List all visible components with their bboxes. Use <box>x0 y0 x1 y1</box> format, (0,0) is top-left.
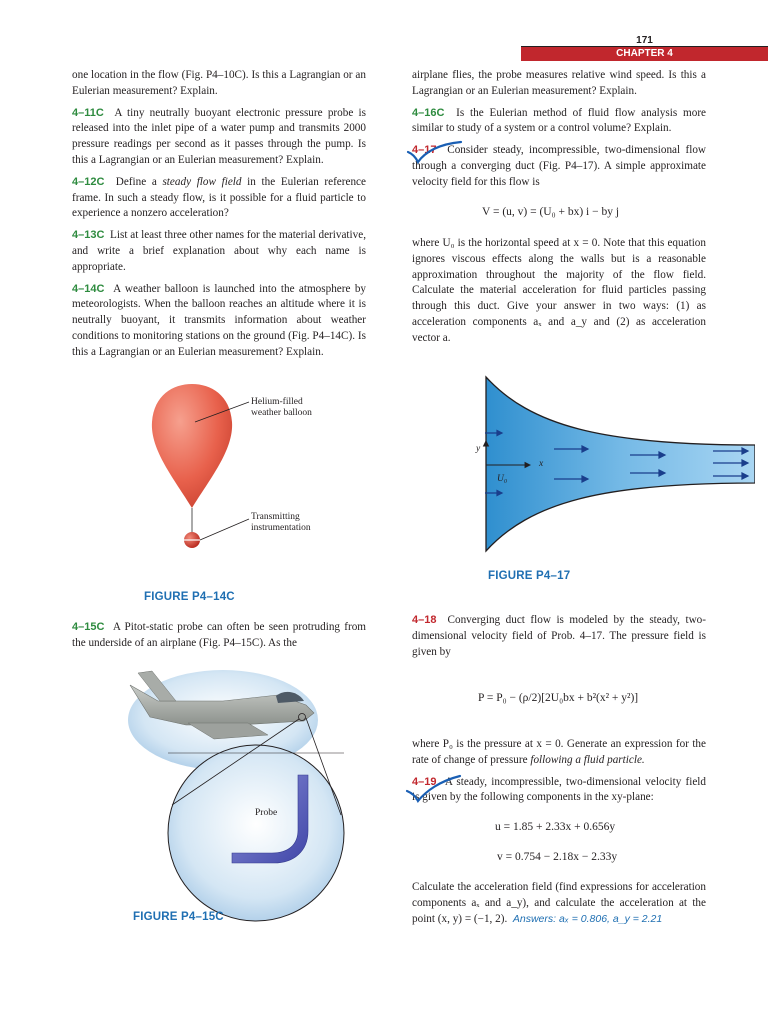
problem-text: in the Eulerian reference frame. In such a steady flow, is it possible for a fluid particle to experience a nonzero acceleration? <box>72 175 366 220</box>
paragraph-4-15c-continued: airplane flies, the probe measures relative wind speed. Is this a Lagrangian or an Eulerian measurement? Explain. <box>412 69 706 97</box>
problem-number: 4–18 <box>412 614 437 626</box>
figure-caption-p4-15c: FIGURE P4–15C <box>133 911 224 923</box>
problem-4-18-body: where P₀ is the pressure at x = 0. Generate an expression for the rate of change of pressure following a fluid particle. <box>412 738 706 766</box>
label-transmitting-instrumentation: Transmitting instrumentation <box>251 512 311 533</box>
left-column <box>72 68 366 367</box>
figure-caption-p4-17: FIGURE P4–17 <box>488 570 571 582</box>
equation-u-component: u = 1.85 + 2.33x + 0.656y <box>495 821 616 833</box>
problem-4-19-body: Calculate the acceleration field (find expressions for acceleration components aₓ and a_y), and calculate the acceleration at the point (x, y) = (−1, 2). Answers: aₓ = 0.806, a_y = 2.21 <box>412 881 706 925</box>
problem-number: 4–15C <box>72 621 105 633</box>
emphasis: steady flow field <box>162 175 242 188</box>
problem-4-13c <box>72 228 366 275</box>
problem-4-11c <box>72 106 366 169</box>
equation-v-component: v = 0.754 − 2.18x − 2.33y <box>497 851 618 863</box>
magnified-circle <box>168 745 344 921</box>
equation-velocity-field: V = (u, v) = (U₀ + bx) i − by j <box>482 206 620 218</box>
problem-4-18 <box>412 613 706 660</box>
problem-4-14c <box>72 282 366 361</box>
problem-number: 4–16C <box>412 106 445 119</box>
problem-text: Is the Eulerian method of fluid flow analysis more similar to study of a system or a control volume? Explain. <box>412 106 707 135</box>
paragraph-4-10c-continued: one location in the flow (Fig. P4–10C). Is this a Lagrangian or an Eulerian measurement? Explain. <box>72 69 366 97</box>
problem-text: Consider steady, incompressible, two-dimensional flow through a converging duct (Fig. P4–17). A simple approximate velocity field for this flow is <box>412 144 706 188</box>
figure-caption-p4-14c: FIGURE P4–14C <box>144 591 235 603</box>
answer-text: Answers: aₓ = 0.806, a_y = 2.21 <box>512 912 663 925</box>
right-column-4-18 <box>412 613 706 666</box>
checkmark-icon <box>404 773 464 805</box>
weather-balloon-figure <box>145 380 265 560</box>
problem-text: Define a <box>115 175 157 188</box>
balloon-shape <box>152 384 232 508</box>
problem-number: 4–17 <box>412 144 437 157</box>
problem-4-12c <box>72 175 366 222</box>
problem-number: 4–12C <box>72 175 105 188</box>
checkmark-icon <box>405 140 465 166</box>
emphasis: following a fluid particle. <box>530 753 645 766</box>
problem-number: 4–13C <box>72 229 105 242</box>
problem-4-17-body: where U₀ is the horizontal speed at x = 0. Note that this equation ignores viscous effects along the walls but is a reasonable approximation throughout the majority of the flow field. Calculate the material acceleration for fluid particles passing through this duct. Give your answer in two ways: (1) as acceleration components aₓ and a_y and (2) as acceleration vector a. <box>412 237 706 344</box>
problem-text: A steady, incompressible, two-dimensional velocity field is given by the following components in the xy-plane: <box>412 775 706 804</box>
airplane-probe-figure <box>128 665 388 925</box>
problem-4-15c <box>72 620 366 652</box>
axis-label-y: y <box>476 444 481 454</box>
label-probe: Probe <box>255 808 278 818</box>
problem-number: 4–19 <box>412 775 437 788</box>
equation-pressure-field: P = P₀ − (ρ/2)[2U₀bx + b²(x² + y²)] <box>478 692 639 704</box>
leader-instrument <box>200 519 249 540</box>
problem-text: List at least three other names for the material derivative, and write a brief explanation about why each name is appropriate. <box>72 229 367 273</box>
problem-number: 4–11C <box>72 106 104 119</box>
problem-4-16c <box>412 106 706 138</box>
label-helium-balloon: Helium-filled weather balloon <box>251 397 312 418</box>
right-column <box>412 68 706 197</box>
label-u0: U₀ <box>497 474 508 484</box>
problem-text: Converging duct flow is modeled by the steady, two-dimensional velocity field of Prob. 4–17. The pressure field is given by <box>412 614 707 658</box>
problem-text: A Pitot-static probe can often be seen protruding from the underside of an airplane (Fig. P4–15C). As the <box>72 621 366 649</box>
axis-label-x: x <box>539 459 544 469</box>
problem-text: A weather balloon is launched into the atmosphere by meteorologists. When the balloon reaches an altitude where it is neutrally buoyant, it transmits information about weather conditions to monitoring stations on the ground (Fig. P4–14C). Is this a Lagrangian or an Eulerian measurement? Explain. <box>72 282 367 358</box>
right-column-4-19-body <box>412 880 706 933</box>
page-number: 171 <box>636 35 653 46</box>
chapter-banner: CHAPTER 4 <box>521 47 768 61</box>
right-column-4-17-body <box>412 236 706 353</box>
left-column-lower <box>72 620 366 658</box>
problem-number: 4–14C <box>72 282 105 295</box>
problem-text: A tiny neutrally buoyant electronic pressure probe is released into the inlet pipe of a water pump and transmits 2000 pressure readings per second as it passes through the pump. Is this a Lagrangian or an Eulerian measurement? Explain. <box>72 106 367 166</box>
converging-duct-figure <box>480 375 755 555</box>
